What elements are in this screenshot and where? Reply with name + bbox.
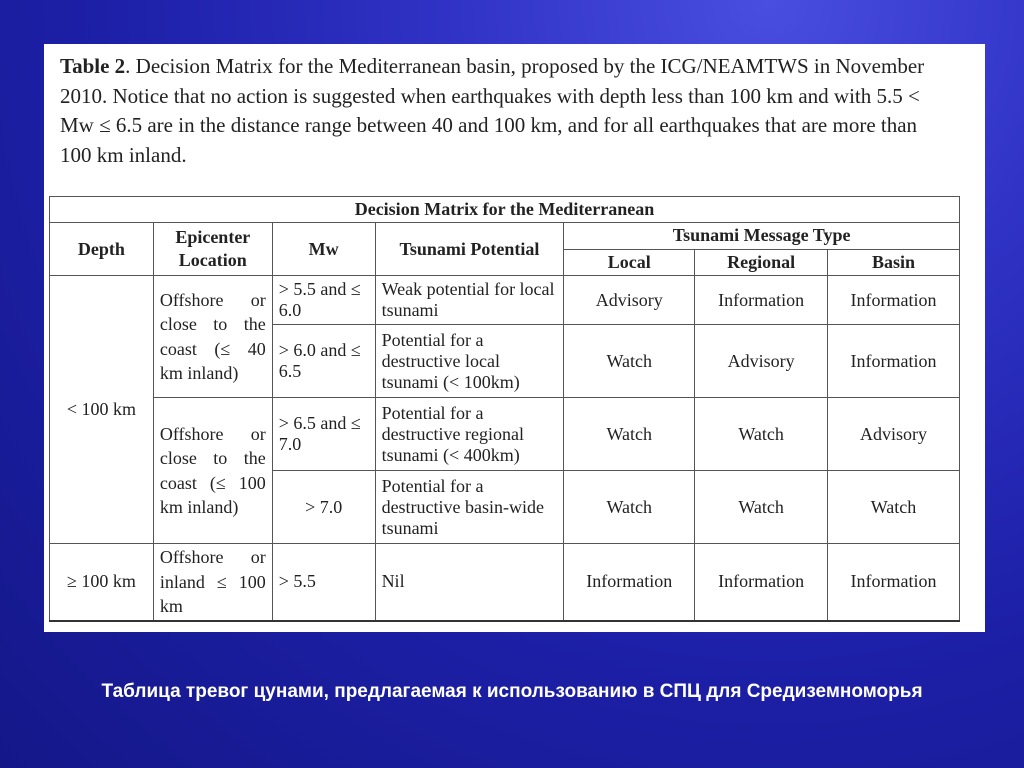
mw-cell: > 6.0 and ≤ 6.5	[272, 325, 375, 398]
table-row	[50, 398, 960, 471]
table-caption	[60, 52, 940, 170]
local-message-cell: Watch	[564, 471, 695, 544]
basin-message-cell: Information	[828, 276, 960, 325]
header-epicenter: Epicenter Location	[153, 223, 272, 276]
regional-message-cell: Watch	[695, 398, 828, 471]
depth-cell: < 100 km	[50, 276, 154, 544]
potential-cell: Potential for a destructive local tsunami (< 100km)	[375, 325, 564, 398]
table-row	[50, 276, 960, 325]
table-title: Decision Matrix for the Mediterranean	[50, 197, 960, 223]
mw-cell: > 5.5	[272, 544, 375, 621]
epicenter-cell: Offshore or inland ≤ 100 km	[153, 544, 272, 621]
basin-message-cell: Information	[828, 544, 960, 621]
basin-message-cell: Advisory	[828, 398, 960, 471]
mw-cell: > 6.5 and ≤ 7.0	[272, 398, 375, 471]
mw-cell: > 5.5 and ≤ 6.0	[272, 276, 375, 325]
header-message-type: Tsunami Message Type	[564, 223, 960, 250]
regional-message-cell: Advisory	[695, 325, 828, 398]
russian-caption: Таблица тревог цунами, предлагаемая к использованию в СПЦ для Средиземноморья	[101, 681, 923, 702]
table-row	[50, 544, 960, 621]
header-regional: Regional	[695, 249, 828, 276]
epicenter-cell: Offshore or close to the coast (≤ 100 km inland)	[153, 398, 272, 544]
header-basin: Basin	[828, 249, 960, 276]
local-message-cell: Advisory	[564, 276, 695, 325]
header-local: Local	[564, 249, 695, 276]
decision-matrix-table	[49, 196, 960, 622]
epicenter-cell: Offshore or close to the coast (≤ 40 km inland)	[153, 276, 272, 398]
basin-message-cell: Information	[828, 325, 960, 398]
potential-cell: Weak potential for local tsunami	[375, 276, 564, 325]
regional-message-cell: Watch	[695, 471, 828, 544]
local-message-cell: Watch	[564, 398, 695, 471]
basin-message-cell: Watch	[828, 471, 960, 544]
header-depth: Depth	[50, 223, 154, 276]
depth-cell: ≥ 100 km	[50, 544, 154, 621]
local-message-cell: Watch	[564, 325, 695, 398]
potential-cell: Nil	[375, 544, 564, 621]
header-mw: Mw	[272, 223, 375, 276]
potential-cell: Potential for a destructive regional tsunami (< 400km)	[375, 398, 564, 471]
potential-cell: Potential for a destructive basin-wide tsunami	[375, 471, 564, 544]
regional-message-cell: Information	[695, 544, 828, 621]
regional-message-cell: Information	[695, 276, 828, 325]
caption-label: Table 2	[60, 54, 126, 78]
mw-cell: > 7.0	[272, 471, 375, 544]
local-message-cell: Information	[564, 544, 695, 621]
caption-body: . Decision Matrix for the Mediterranean basin, proposed by the ICG/NEAMTWS in November 2010. Notice that no action is suggested when earthquakes with depth less than 100 km and with 5.5 < Mw ≤ 6.5 are in the distance range between 40 and 100 km, and for all earthquakes that are more than 100 km inland.	[60, 54, 925, 167]
header-potential: Tsunami Potential	[375, 223, 564, 276]
